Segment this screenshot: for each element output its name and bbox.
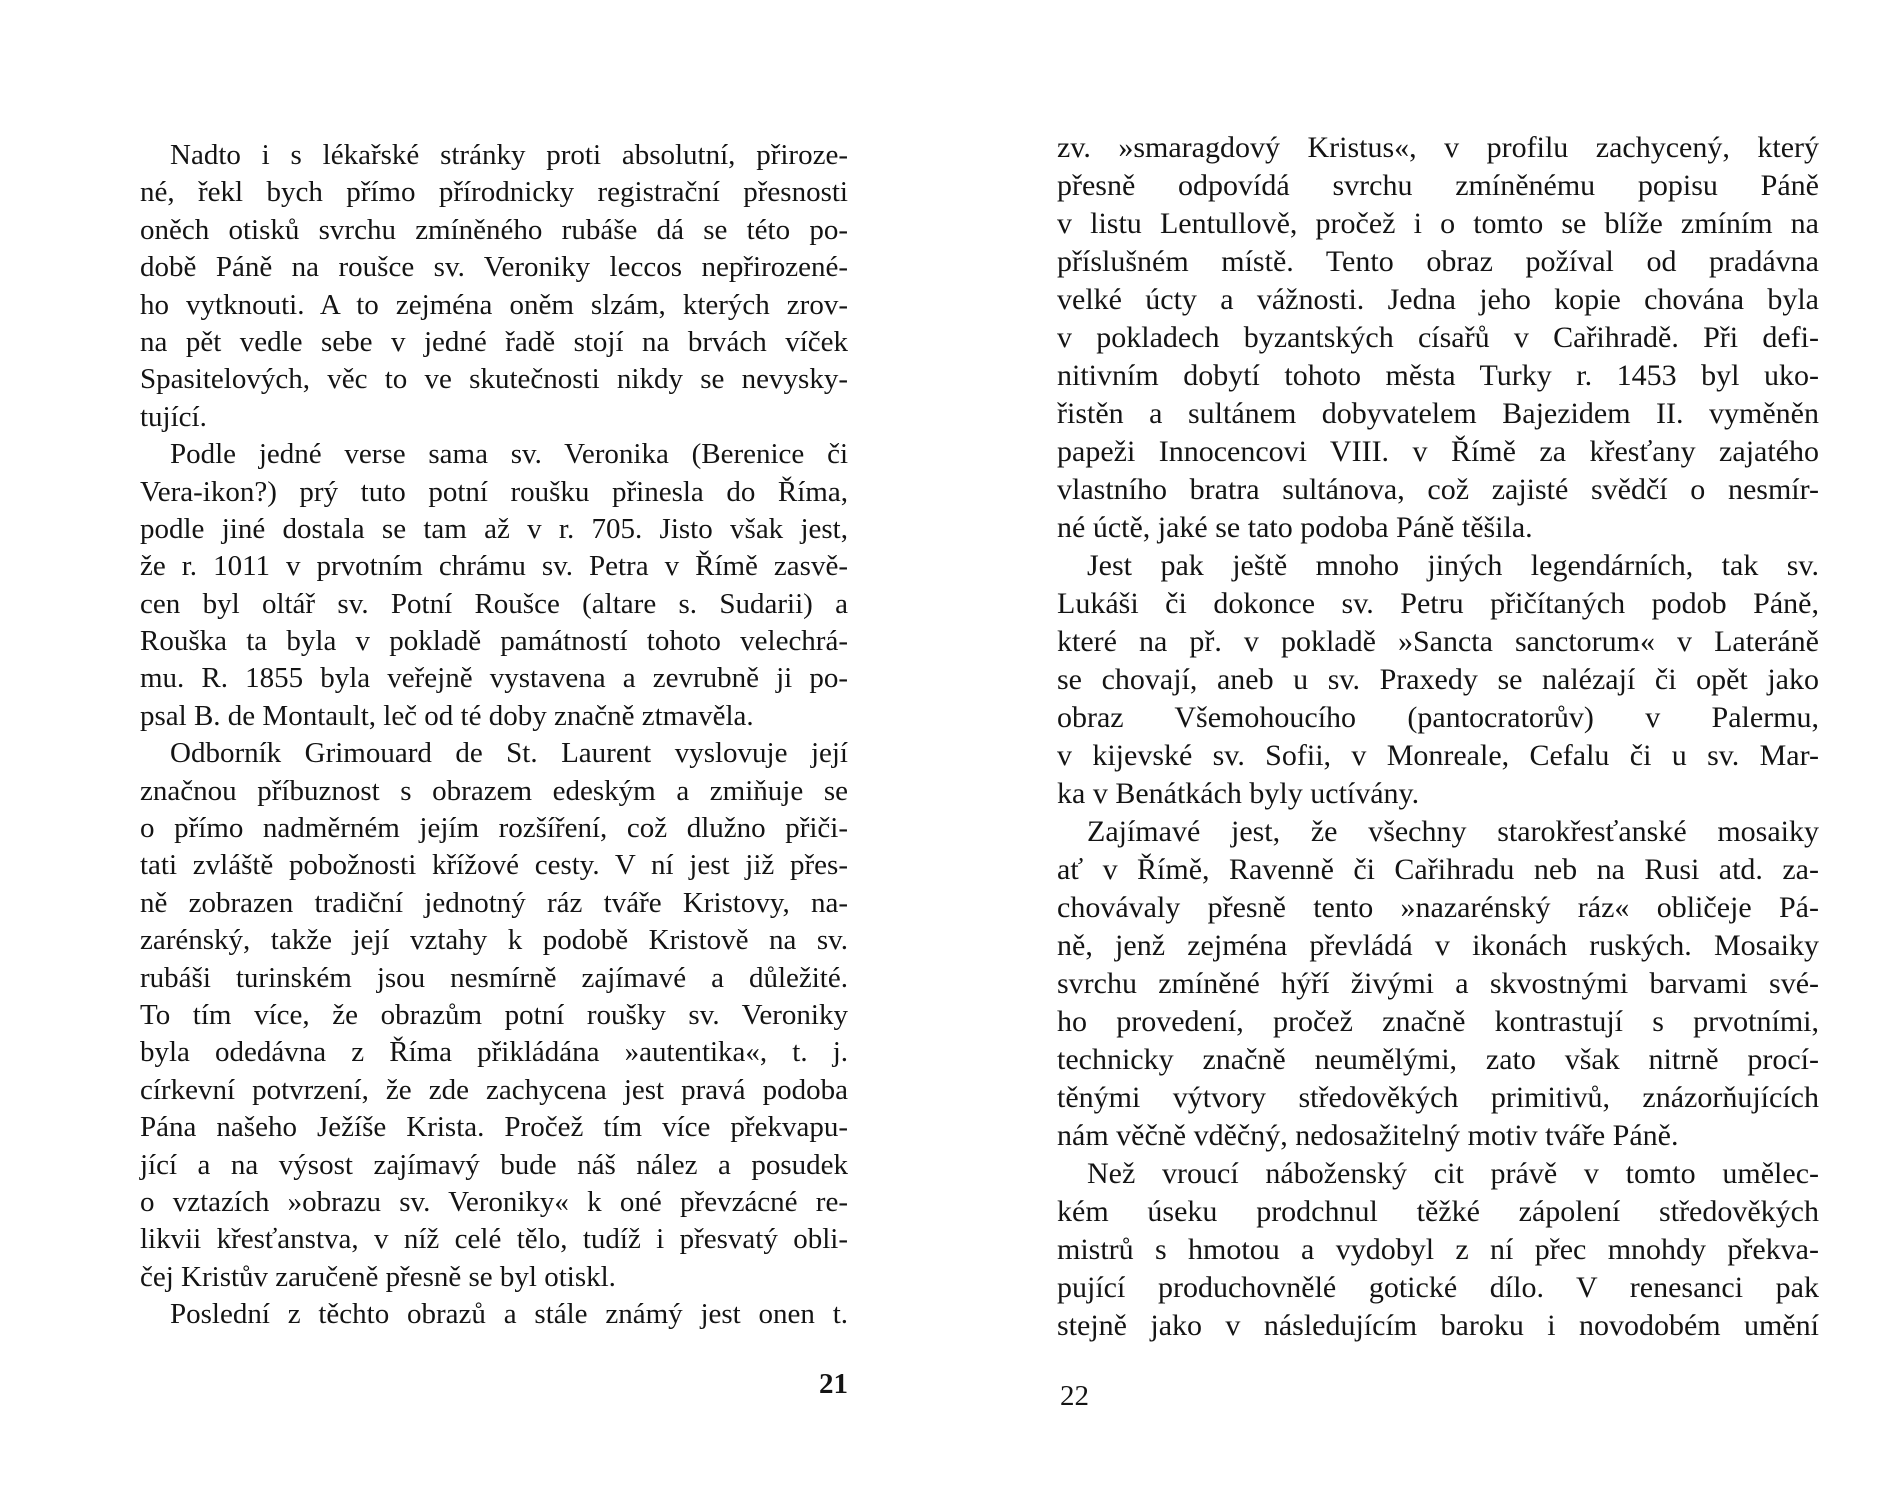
text-line-content: né úctě, jaké se tato podoba Páně těšila. — [1057, 511, 1533, 544]
text-line-content: mu. R. 1855 byla veřejně vystavena a zevrubně ji po- — [140, 662, 848, 695]
text-line-content: chovávaly přesně tento »nazarénský ráz« obličeje Pá- — [1057, 891, 1819, 924]
text-line-content: Podle jedné verse sama sv. Veronika (Berenice či — [170, 438, 848, 471]
text-line-content: ka v Benátkách byly uctívány. — [1057, 777, 1420, 810]
text-line — [1057, 319, 1819, 357]
text-line — [1057, 927, 1819, 965]
text-line-content: byla odedávna z Říma přikládána »autentika«, t. j. — [140, 1036, 848, 1069]
text-line — [1057, 585, 1819, 623]
text-line — [140, 922, 848, 959]
text-line — [140, 1147, 848, 1184]
text-line — [140, 511, 848, 548]
text-line-content: přesně odpovídá svrchu zmíněnému popisu Páně — [1057, 169, 1819, 202]
text-line-content: v kijevské sv. Sofii, v Monreale, Cefalu či u sv. Mar- — [1057, 739, 1819, 772]
text-line-content: technicky značně neumělými, zato však nitrně procí- — [1057, 1043, 1819, 1076]
text-line — [1057, 509, 1819, 547]
text-line — [1057, 1079, 1819, 1117]
text-line-content: stejně jako v následujícím baroku i novodobém umění — [1057, 1309, 1819, 1342]
right-page-text — [1057, 129, 1819, 1345]
text-line — [1057, 1269, 1819, 1307]
text-line-content: době Páně na roušce sv. Veroniky leccos nepřirozené- — [140, 251, 848, 284]
text-line — [140, 137, 848, 174]
text-line — [1057, 813, 1819, 851]
text-line-content: tující. — [140, 400, 207, 433]
text-line-content: né, řekl bych přímo přírodnicky registrační přesnosti — [140, 176, 848, 209]
text-line-content: Zajímavé jest, že všechny starokřesťanské mosaiky — [1087, 815, 1819, 848]
text-line-content: církevní potvrzení, že zde zachycena jest pravá podoba — [140, 1073, 848, 1106]
text-line — [1057, 661, 1819, 699]
text-line — [1057, 547, 1819, 585]
text-line-content: se chovají, aneb u sv. Praxedy se nalézají či opět jako — [1057, 663, 1819, 696]
text-line-content: papeži Innocencovi VIII. v Římě za křesťany zajatého — [1057, 435, 1819, 468]
text-line-content: Než vroucí náboženský cit právě v tomto umělec- — [1087, 1157, 1819, 1190]
text-line — [140, 773, 848, 810]
text-line — [1057, 1231, 1819, 1269]
text-line-content: značnou příbuznost s obrazem edeským a zmiňuje se — [140, 774, 848, 807]
text-line — [140, 174, 848, 211]
text-line-content: ně, jenž zejména převládá v ikonách ruských. Mosaiky — [1057, 929, 1819, 962]
text-line-content: kém úseku prodchnul těžké zápolení středověkých — [1057, 1195, 1819, 1228]
text-line — [140, 623, 848, 660]
text-line-content: Odborník Grimouard de St. Laurent vyslovuje její — [170, 737, 848, 770]
text-line — [1057, 965, 1819, 1003]
text-line — [140, 997, 848, 1034]
text-line-content: pující produchovnělé gotické dílo. V renesanci pak — [1057, 1271, 1819, 1304]
text-line — [140, 735, 848, 772]
text-line — [1057, 357, 1819, 395]
text-line-content: svrchu zmíněné hýří živými a skvostnými barvami své- — [1057, 967, 1819, 1000]
text-line-content: ať v Římě, Ravenně či Cařihradu neb na Rusi atd. za- — [1057, 853, 1819, 886]
text-line — [140, 361, 848, 398]
text-line — [1057, 243, 1819, 281]
text-line-content: nám věčně vděčný, nedosažitelný motiv tváře Páně. — [1057, 1119, 1679, 1152]
text-line-content: Nadto i s lékařské stránky proti absolutní, přiroze- — [170, 139, 848, 171]
text-line-content: že r. 1011 v prvotním chrámu sv. Petra v Římě zasvě- — [140, 550, 848, 583]
text-line-content: jící a na výsost zajímavý bude náš nález a posudek — [140, 1148, 848, 1181]
text-line — [140, 436, 848, 473]
text-line-content: rubáši turinském jsou nesmírně zajímavé a důležité. — [140, 961, 848, 994]
text-line — [1057, 1193, 1819, 1231]
text-line-content: o vztazích »obrazu sv. Veroniky« k oné převzácné re- — [140, 1185, 848, 1218]
text-line-content: Rouška ta byla v pokladě památností tohoto velechrá- — [140, 625, 848, 658]
text-line — [1057, 1041, 1819, 1079]
text-line-content: ho provedení, pročež značně kontrastují s prvotními, — [1057, 1005, 1819, 1038]
text-line — [1057, 775, 1819, 813]
text-line-content: zarénský, takže její vztahy k podobě Kristově na sv. — [140, 924, 848, 957]
text-line — [1057, 1117, 1819, 1155]
text-line — [140, 399, 848, 436]
text-line-content: které na př. v pokladě »Sancta sanctorum« v Lateráně — [1057, 625, 1819, 658]
text-line — [140, 1184, 848, 1221]
text-line — [140, 287, 848, 324]
text-line — [1057, 129, 1819, 167]
text-line-content: mistrů s hmotou a vydobyl z ní přec mnohdy překva- — [1057, 1233, 1819, 1266]
text-line — [140, 698, 848, 735]
text-line — [1057, 281, 1819, 319]
text-line-content: v pokladech byzantských císařů v Cařihradě. Při defi- — [1057, 321, 1819, 354]
text-line-content: cen byl oltář sv. Potní Roušce (altare s. Sudarii) a — [140, 587, 848, 620]
text-line-content: To tím více, že obrazům potní roušky sv. Veroniky — [140, 998, 848, 1031]
text-line — [140, 960, 848, 997]
text-line-content: Pána našeho Ježíše Krista. Pročež tím více překvapu- — [140, 1111, 848, 1144]
text-line — [1057, 1307, 1819, 1345]
text-line-content: čej Kristův zaručeně přesně se byl otiskl. — [140, 1260, 616, 1293]
text-line — [140, 1034, 848, 1071]
text-line — [140, 1109, 848, 1146]
text-line-content: zv. »smaragdový Kristus«, v profilu zachycený, který — [1057, 131, 1819, 164]
text-line — [140, 1072, 848, 1109]
text-line-content: podle jiné dostala se tam až v r. 705. Jisto však jest, — [140, 512, 848, 545]
text-line-content: ho vytknouti. A to zejména oněm slzám, kterých zrov- — [140, 288, 848, 321]
text-line — [1057, 699, 1819, 737]
text-line-content: tati zvláště pobožnosti křížové cesty. V ní jest již přes- — [140, 849, 848, 882]
text-line-content: v listu Lentullově, pročež i o tomto se blíže zmíním na — [1057, 207, 1819, 240]
text-line-content: řistěn a sultánem dobyvatelem Bajezidem II. vyměněn — [1057, 397, 1819, 430]
text-line — [140, 249, 848, 286]
text-line-content: na pět vedle sebe v jedné řadě stojí na brvách víček — [140, 325, 848, 358]
text-line — [140, 548, 848, 585]
text-line — [1057, 395, 1819, 433]
page-number-right: 22 — [1060, 1380, 1089, 1412]
text-line — [140, 660, 848, 697]
text-line — [1057, 623, 1819, 661]
text-line-content: příslušném místě. Tento obraz požíval od pradávna — [1057, 245, 1819, 278]
text-line-content: o přímo nadměrném jejím rozšíření, což dlužno přiči- — [140, 812, 848, 845]
text-line — [140, 810, 848, 847]
text-line-content: nitivním dobytí tohoto města Turky r. 1453 byl uko- — [1057, 359, 1819, 392]
text-line — [140, 1221, 848, 1258]
text-line — [1057, 1003, 1819, 1041]
text-line — [140, 324, 848, 361]
text-line — [1057, 205, 1819, 243]
text-line — [140, 586, 848, 623]
text-line — [1057, 1155, 1819, 1193]
text-line — [140, 1259, 848, 1296]
text-line-content: likvii křesťanstva, v níž celé tělo, tudíž i přesvatý obli- — [140, 1223, 848, 1256]
text-line-content: velké úcty a vážnosti. Jedna jeho kopie chována byla — [1057, 283, 1819, 316]
text-line — [140, 474, 848, 511]
left-page-text — [140, 137, 848, 1334]
text-line — [1057, 167, 1819, 205]
text-line-content: obraz Všemohoucího (pantocratorův) v Palermu, — [1057, 701, 1819, 734]
text-line — [1057, 471, 1819, 509]
text-line — [1057, 889, 1819, 927]
text-line — [140, 1296, 848, 1333]
text-line-content: oněch otisků svrchu zmíněného rubáše dá se této po- — [140, 213, 848, 246]
text-line — [1057, 851, 1819, 889]
text-line-content: psal B. de Montault, leč od té doby značně ztmavěla. — [140, 699, 754, 732]
text-line-content: Vera-ikon?) prý tuto potní roušku přinesla do Říma, — [140, 475, 848, 508]
text-line-content: Poslední z těchto obrazů a stále známý jest onen t. — [170, 1298, 848, 1331]
text-line — [140, 212, 848, 249]
page-number-left: 21 — [819, 1368, 848, 1400]
text-line-content: těnými výtvory středověkých primitivů, znázorňujících — [1057, 1081, 1819, 1114]
text-line — [140, 847, 848, 884]
text-line — [140, 885, 848, 922]
text-line-content: Lukáši či dokonce sv. Petru přičítaných podob Páně, — [1057, 587, 1819, 620]
text-line-content: vlastního bratra sultánova, což zajisté svědčí o nesmír- — [1057, 473, 1819, 506]
text-line-content: Spasitelových, věc to ve skutečnosti nikdy se nevysky- — [140, 363, 848, 396]
text-line — [1057, 737, 1819, 775]
text-line-content: Jest pak ještě mnoho jiných legendárních, tak sv. — [1087, 549, 1819, 582]
text-line — [1057, 433, 1819, 471]
text-line-content: ně zobrazen tradiční jednotný ráz tváře Kristovy, na- — [140, 886, 848, 919]
